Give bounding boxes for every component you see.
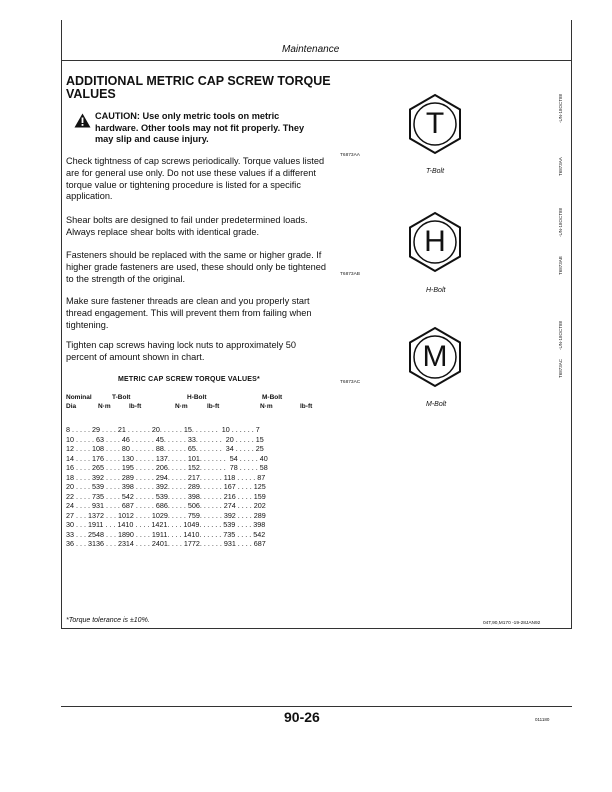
t-bolt-caption: T-Bolt [426, 168, 445, 175]
page-frame-right [571, 20, 572, 61]
table-row: 16 . . . . 265 . . . . 195 . . . . . 206. . . . . 152. . . . . . . 78 . . . . . 58 [66, 463, 268, 472]
page-title: ADDITIONAL METRIC CAP SCREW TORQUE VALUES [66, 74, 331, 101]
h-bolt-letter: H [424, 225, 446, 258]
h-bolt-caption: H-Bolt [426, 287, 446, 294]
paragraph-lock-nuts: Tighten cap screws having lock nuts to approximately 50 percent of amount shown in chart. [66, 340, 296, 362]
subheader-m-nm: N·m [260, 403, 273, 410]
table-row: 8 . . . . . 29 . . . . 21 . . . . . . 20. . . . . . 15. . . . . . . 10 . . . . . . 7 [66, 425, 260, 434]
table-row: 33 . . . 2548 . . . 1890 . . . . 1911. . . . 1410. . . . . . 735 . . . . 542 [66, 530, 266, 539]
side-code-m: T6873AC [558, 358, 563, 378]
side-code-t: T6873AA [558, 157, 563, 176]
t-bolt-letter: T [425, 107, 445, 140]
box-left-border [61, 60, 62, 629]
header-rule [61, 60, 572, 61]
table-row: 22 . . . . 735 . . . . 542 . . . . . 539. . . . . 398. . . . . . 216 . . . . 159 [66, 492, 266, 501]
table-row: 36 . . . 3136 . . . 2314 . . . . 2401. . . . 1772. . . . . . 931 . . . . 687 [66, 539, 266, 548]
subheader-t-nm: N·m [98, 403, 111, 410]
table-row: 10 . . . . . 63 . . . . 46 . . . . . . 45. . . . . . 33. . . . . . . 20 . . . . . 15 [66, 435, 264, 444]
table-row: 18 . . . . 392 . . . . 289 . . . . . 294. . . . . 217. . . . . . 118 . . . . . 87 [66, 473, 266, 482]
table-row: 27 . . . 1372 . . . 1012 . . . . 1029. . . . . 759. . . . . . 392 . . . . 289 [66, 511, 266, 520]
header-t-bolt: T-Bolt [112, 394, 131, 401]
table-row: 14 . . . . 176 . . . . 130 . . . . . 137. . . . . 101. . . . . . . 54 . . . . . 40 [66, 454, 268, 463]
subheader-t-lbft: lb-ft [129, 403, 142, 410]
box-bottom-border [61, 628, 572, 629]
side-code-h: T6873AB [558, 256, 563, 275]
figure-code-t: T6873AA [340, 153, 361, 158]
torque-tolerance-footnote: *Torque tolerance is ±10%. [66, 617, 150, 624]
side-date-t: -UN-18OCT88 [558, 93, 563, 123]
figure-code-h: T6873AB [340, 272, 361, 277]
paragraph-threads: Make sure fastener threads are clean and you properly start thread engagement. This will prevent them from failing when tightening. [66, 296, 312, 330]
paragraph-check-tightness: Check tightness of cap screws periodically. Torque values listed are for general use only. Do not use these values if a different torque value or tightening procedure is listed for a specific application. [66, 156, 325, 202]
footer-code: 04T,90,M170 -19-28JAN92 [483, 621, 541, 626]
table-title: METRIC CAP SCREW TORQUE VALUES* [118, 376, 260, 383]
header-m-bolt: M-Bolt [262, 394, 283, 401]
header-h-bolt: H-Bolt [187, 394, 207, 401]
page-code: 011180 [535, 717, 550, 722]
m-bolt-caption: M-Bolt [426, 401, 447, 408]
table-row: 20 . . . . 539 . . . . 398 . . . . . 392. . . . . 289. . . . . . 167 . . . . 125 [66, 482, 266, 491]
page-number: 90-26 [284, 709, 320, 725]
warning-triangle-icon [74, 113, 91, 128]
subheader-dia: Dia [66, 403, 77, 410]
subheader-h-lbft: lb-ft [207, 403, 220, 410]
figure-code-m: T6873AC [340, 380, 361, 385]
paragraph-fasteners: Fasteners should be replaced with the same or higher grade. If higher grade fasteners are used, these should only be tightened to the strength of the original. [66, 250, 326, 284]
page-frame-left [61, 20, 62, 61]
table-row: 30 . . . 1911 . . . 1410 . . . . 1421. . . . 1049. . . . . . 539 . . . . 398 [66, 520, 266, 529]
m-bolt-letter: M [422, 340, 448, 373]
box-right-border [571, 60, 572, 629]
table-row: 24 . . . . 931 . . . . 687 . . . . . 686. . . . . 506. . . . . . 274 . . . . 202 [66, 501, 266, 510]
subheader-m-lbft: lb-ft [300, 403, 313, 410]
caution-text: CAUTION: Use only metric tools on metric hardware. Other tools may not fit properly. They may slip and cause injury. [95, 111, 305, 144]
side-date-m: -UN-18OCT88 [558, 320, 563, 350]
side-date-h: -UN-18OCT88 [558, 207, 563, 237]
footer-rule [61, 706, 572, 707]
subheader-h-nm: N·m [175, 403, 188, 410]
table-row: 12 . . . . 108 . . . . 80 . . . . . . 88. . . . . . 65. . . . . . . 34 . . . . . 25 [66, 444, 264, 453]
paragraph-shear-bolts: Shear bolts are designed to fail under predetermined loads. Always replace shear bolts with identical grade. [66, 215, 308, 237]
section-header: Maintenance [282, 44, 340, 55]
header-nominal: Nominal [66, 394, 92, 401]
